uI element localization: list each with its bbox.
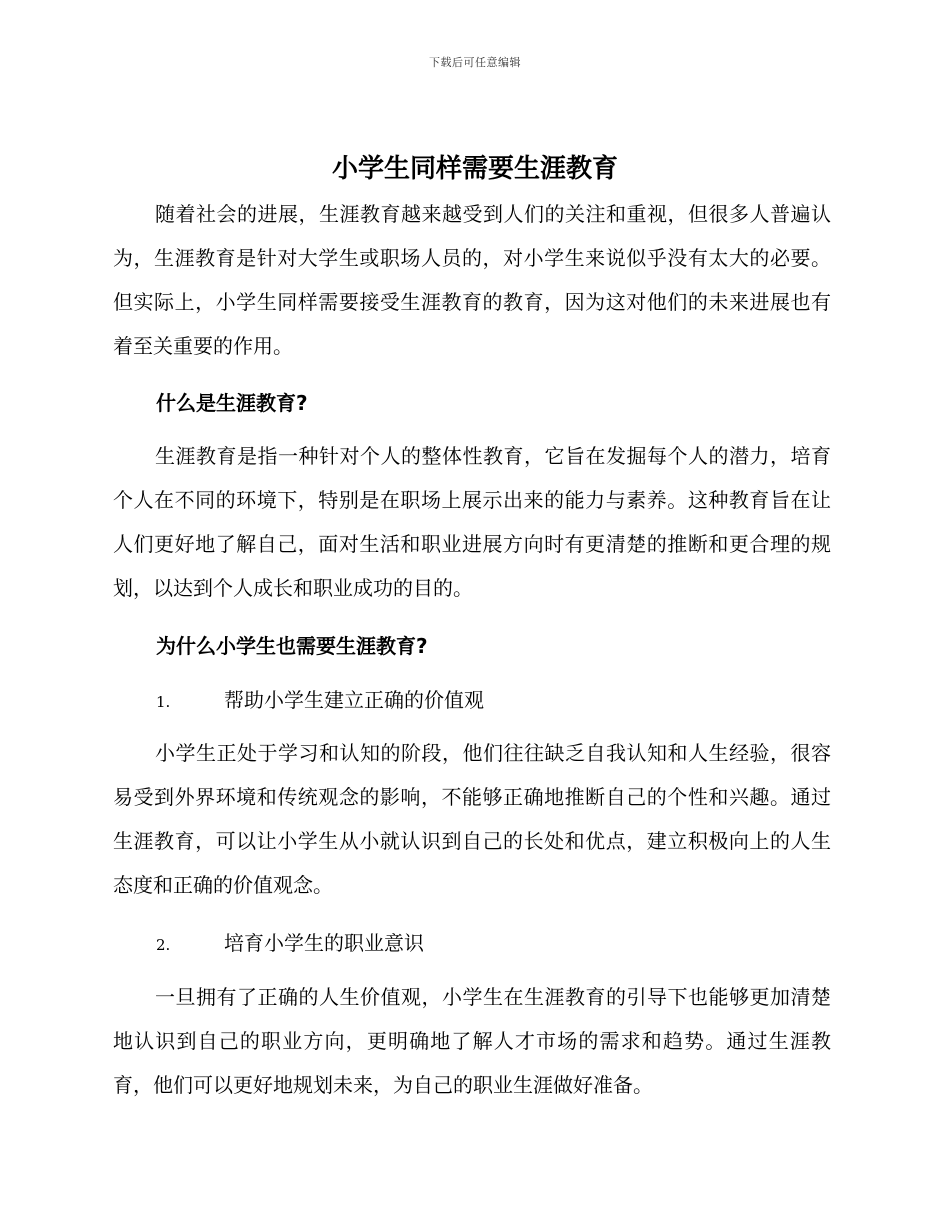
- career-paragraph: 一旦拥有了正确的人生价值观，小学生在生涯教育的引导下也能够更加清楚地认识到自己的职业方向，更明确地了解人才市场的需求和趋势。通过生涯教育，他们可以更好地规划未来，为自己的职业生涯做好准备。: [113, 985, 831, 1097]
- header-note: 下载后可任意编辑: [429, 56, 521, 69]
- list-number-2: 2.: [156, 936, 171, 954]
- list-label-2: 培育小学生的职业意识: [224, 931, 424, 955]
- list-number-1: 1.: [156, 693, 171, 711]
- list-item-1: [156, 685, 836, 717]
- intro-paragraph: 随着社会的进展，生涯教育越来越受到人们的关注和重视，但很多人普遍认为，生涯教育是针对大学生或职场人员的，对小学生来说似乎没有太大的必要。但实际上，小学生同样需要接受生涯教育的教育，因为这对他们的未来进展也有着至关重要的作用。: [113, 202, 831, 358]
- definition-paragraph: 生涯教育是指一种针对个人的整体性教育，它旨在发掘每个人的潜力，培育个人在不同的环境下，特别是在职场上展示出来的能力与素养。这种教育旨在让人们更好地了解自己，面对生活和职业进展方向时有更清楚的推断和更合理的规划，以达到个人成长和职业成功的目的。: [113, 444, 831, 600]
- section-heading-why: 为什么小学生也需要生涯教育?: [156, 634, 428, 658]
- values-paragraph: 小学生正处于学习和认知的阶段，他们往往缺乏自我认知和人生经验，很容易受到外界环境和传统观念的影响，不能够正确地推断自己的个性和兴趣。通过生涯教育，可以让小学生从小就认识到自己的长处和优点，建立积极向上的人生态度和正确的价值观念。: [113, 741, 831, 897]
- list-item-2: [156, 928, 836, 960]
- section-heading-what-is: 什么是生涯教育?: [156, 391, 308, 415]
- document-title: 小学生同样需要生涯教育: [331, 154, 618, 184]
- list-label-1: 帮助小学生建立正确的价值观: [224, 688, 484, 712]
